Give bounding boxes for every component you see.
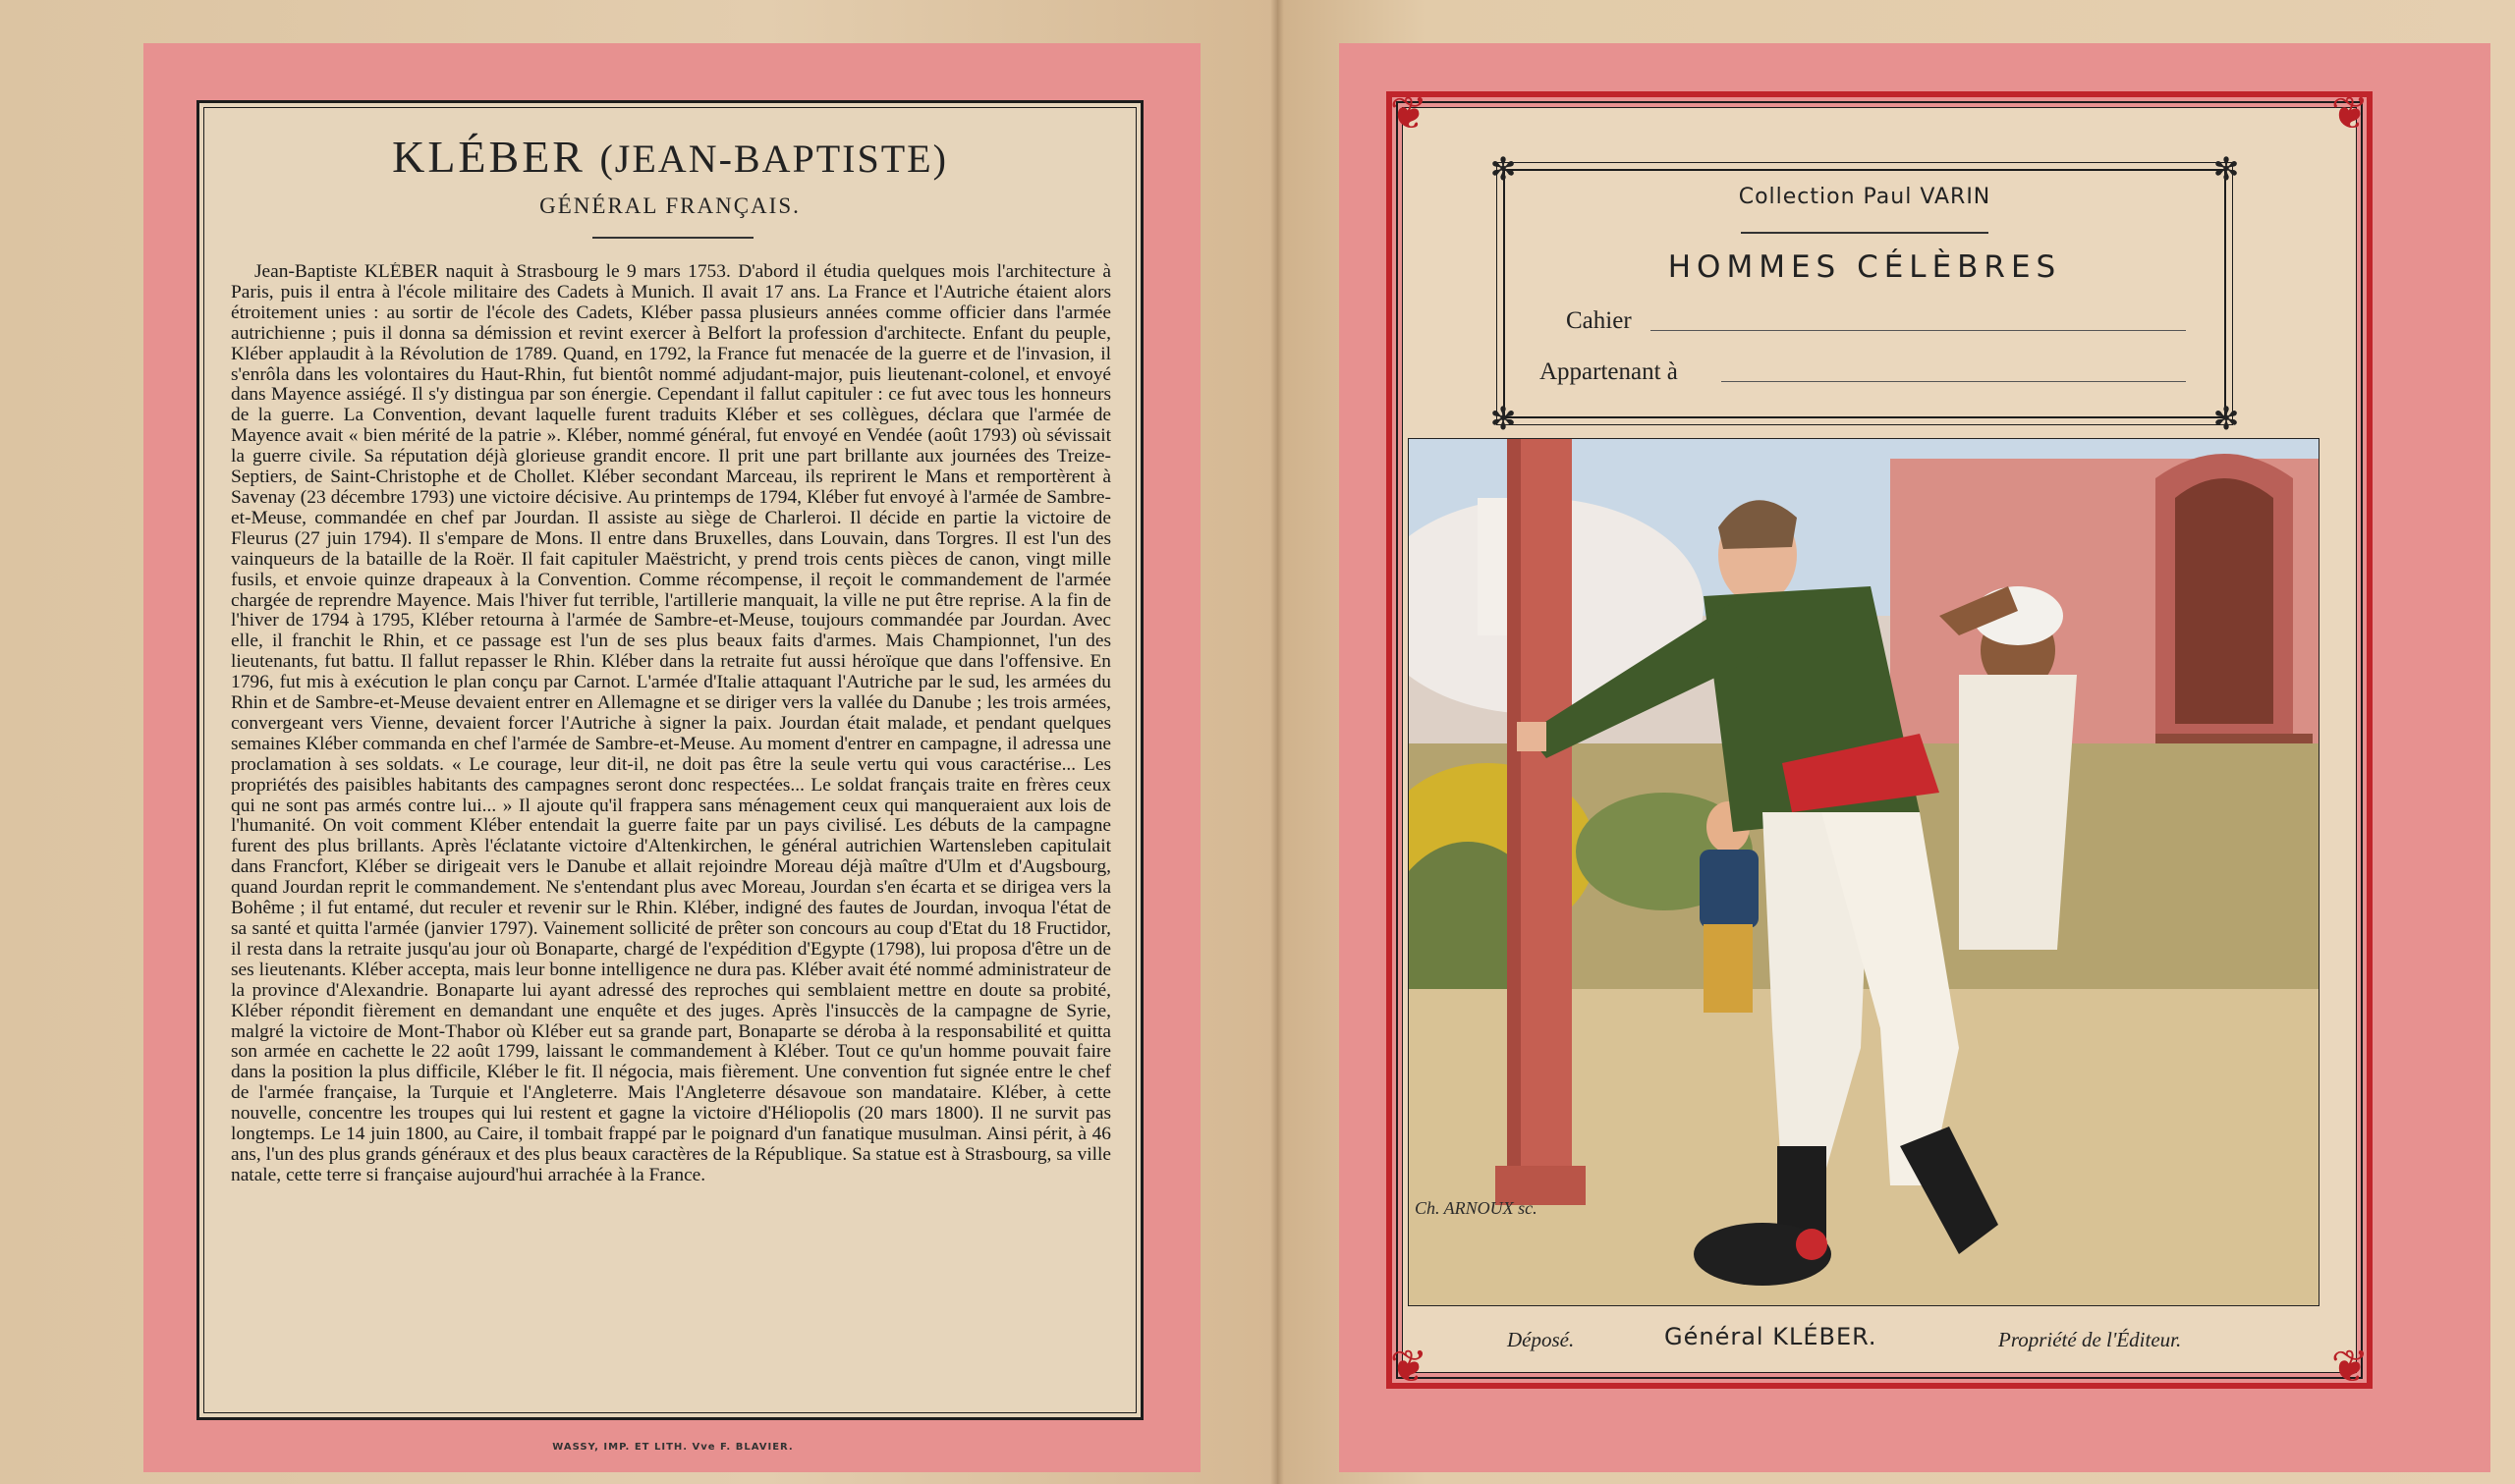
corner-ornament-icon: ❦ — [2330, 1342, 2370, 1392]
label-flourish-icon: ✻ — [2212, 401, 2240, 436]
caption-depose: Déposé. — [1507, 1328, 1575, 1351]
collection-name: Collection Paul VARIN — [1738, 185, 1991, 209]
caption-publisher: Propriété de l'Éditeur. — [1998, 1328, 2182, 1351]
title-given-name: (JEAN-BAPTISTE) — [599, 137, 948, 181]
illustration-drawing — [1409, 439, 2319, 1305]
center-fold — [1270, 0, 1284, 1484]
title-name: KLÉBER — [392, 132, 586, 182]
biography-subtitle: GÉNÉRAL FRANÇAIS. — [539, 193, 801, 218]
cahier-field[interactable] — [1650, 330, 2186, 331]
illustration-kleber-assassination — [1408, 438, 2319, 1306]
printer-imprint: WASSY, IMP. ET LITH. Vve F. BLAVIER. — [552, 1442, 794, 1453]
label-flourish-icon: ✻ — [1489, 151, 1517, 187]
corner-ornament-icon: ❦ — [2330, 88, 2370, 138]
biography-title — [199, 131, 1141, 183]
cahier-label: Cahier — [1566, 307, 1632, 334]
caption-title: Général KLÉBER. — [1664, 1323, 1877, 1350]
biography-text: Jean-Baptiste KLÉBER naquit à Strasbourg le 9 mars 1753. D'abord il étudia quelques mois l'architecture à Paris, puis il entra à l'école militaire des Cadets à Munich. Il avait 17 ans. La France et l'Autriche étaient alors étroitement unies : au sortir de l'école des Cadets, Kléber passa plusieurs années comme officier dans l'armée autrichienne ; puis il donna sa démission et revint exercer à Belfort la profession d'architecte. Enfant du peuple, Kléber applaudit à la Révolution de 1789. Quand, en 1792, la France fut menacée de la guerre et de l'invasion, il s'enrôla dans les volontaires du Haut-Rhin, fut bientôt nommé adjudant-major, puis lieutenant-colonel, et envoyé dans Mayence assiégé. Il s'y distingua par son énergie. Cependant il fallut capituler : ce fut avec tous les honneurs de la guerre. La Convention, devant laquelle furent traduits Kléber et ses collègues, déclara que l'armée de Mayence avait « bien mérité de la patrie ». Kléber, nommé général, fut envoyé en Vendée (août 1793) où sévissait la guerre civile. Sa réputation déjà glorieuse grandit encore. Il prit une part brillante aux journées des Treize-Septiers, de Saint-Christophe et de Chollet. Kléber secondant Marceau, ils reprirent le Mans et remportèrent à Savenay (23 décembre 1793) une victoire décisive. Au printemps de 1794, Kléber fut envoyé à l'armée de Sambre-et-Meuse, commandée en chef par Jourdan. Il assiste au siège de Charleroi. Il décide en partie la victoire de Fleurus (27 juin 1794). Il s'empare de Mons. Il entre dans Bruxelles, dans Louvain, dans Torgres. Il est l'un des vainqueurs de la bataille de la Roër. Il fait capituler Maëstricht, y prend trois cents pièces de canon, vingt mille fusils, et envoie quinze drapeaux à la Convention. Comme récompense, il reçoit le commandement de l'armée chargée de reprendre Mayence. Mais l'hiver fut terrible, l'artillerie manquait, la ville ne put être reprise. A la fin de l'hiver de 1794 à 1795, Kléber retourna à l'armée de Sambre-et-Meuse, toujours commandée par Jourdan. Avec elle, il franchit le Rhin, et ce passage est l'un de ses plus beaux faits d'armes. Mais Championnet, l'un des lieutenants, fut battu. Il fallut repasser le Rhin. Kléber dans la retraite fut aussi héroïque que dans l'offensive. En 1796, fut mis à exécution le plan conçu par Carnot. L'armée d'Italie attaquant l'Autriche par le sud, les armées du Rhin et de Sambre-et-Meuse devaient entrer en Allemagne et se diriger vers la vallée du Danube ; les trois armées, convergeant vers Vienne, devaient forcer l'Autriche à signer la paix. Jourdan était malade, et pendant quelques semaines Kléber commanda en chef l'armée de Sambre-et-Meuse. Au moment d'entrer en campagne, il adressa une proclamation à ses soldats. « Le courage, leur dit-il, ne doit pas être la seule vertu qui vous caractérise... Les propriétés des paisibles habitants des campagnes seront donc respectées... Le soldat français traite en frères ceux qui ne sont pas armés contre lui... » Il ajoute qu'il frappera sans ménagement ceux qui manqueraient aux lois de l'humanité. On voit comment Kléber entendait la guerre faite par un pays civilisé. Les débuts de la campagne furent des plus brillants. Après l'éclatante victoire d'Altenkirchen, le général autrichien Wartensleben capitulait dans Francfort, Kléber se dirigeait vers le Danube et allait rejoindre Moreau déjà maître d'Ulm et d'Augsbourg, quand Jourdan reprit le commandement. Ne s'entendant plus avec Moreau, Jourdan s'en écarta et se dirigea vers la Bohême ; il fut entamé, dut reculer et revenir sur le Rhin. Kléber, indigné des fautes de Jourdan, invoqua l'état de sa santé et quitta l'armée (janvier 1797). Vainement sollicité de prêter son concours au coup d'Etat du 18 Fructidor, il resta dans la retraite jusqu'au jour où Bonaparte, chargé de l'expédition d'Egypte (1798), lui proposa d'être un de ses lieutenants. Kléber accepta, mais leur bonne intelligence ne dura pas. Kléber avait été nommé administrateur de la province d'Alexandrie. Bonaparte lui ayant adressé des reproches qui semblaient mettre en doute sa probité, Kléber répondit fièrement en demandant une enquête et des juges. Après l'insuccès de la campagne de Syrie, malgré la victoire de Mont-Thabor où Kléber eut sa grande part, Bonaparte se déroba à la responsabilité et quitta son armée en cachette le 22 août 1799, laissant le commandement à Kléber. Tout ce qu'un homme pouvait faire dans la position la plus difficile, Kléber le fit. Il négocia, mais fièrement. Une convention fut signée entre le chef de l'armée française, la Turquie et l'Angleterre. Mais l'Angleterre désavoue son mandataire. Kléber, à cette nouvelle, concentre les troupes qui lui restent et gagne la victoire d'Héliopolis (20 mars 1800). Il ne survit pas longtemps. Le 14 juin 1800, au Caire, il tombait frappé par le poignard d'un fanatique musulman. Ainsi périt, à 46 ans, l'un des plus grands généraux et des plus beaux caractères de la République. Sa statue est à Strasbourg, sa ville natale, cette terre si française aujourd'hui arrachée à la France. — [231, 262, 1111, 1185]
biography-panel — [196, 100, 1144, 1420]
series-title: HOMMES CÉLÈBRES — [1667, 249, 2062, 285]
owner-field[interactable] — [1721, 381, 2186, 382]
artist-signature: Ch. ARNOUX sc. — [1415, 1198, 1537, 1218]
collection-rule — [1741, 232, 1988, 234]
corner-ornament-icon: ❦ — [1389, 1342, 1428, 1392]
corner-ornament-icon: ❦ — [1389, 88, 1428, 138]
label-flourish-icon: ✻ — [1489, 401, 1517, 436]
label-flourish-icon: ✻ — [2212, 151, 2240, 187]
title-rule — [592, 237, 754, 239]
owner-label: Appartenant à — [1539, 358, 1678, 385]
